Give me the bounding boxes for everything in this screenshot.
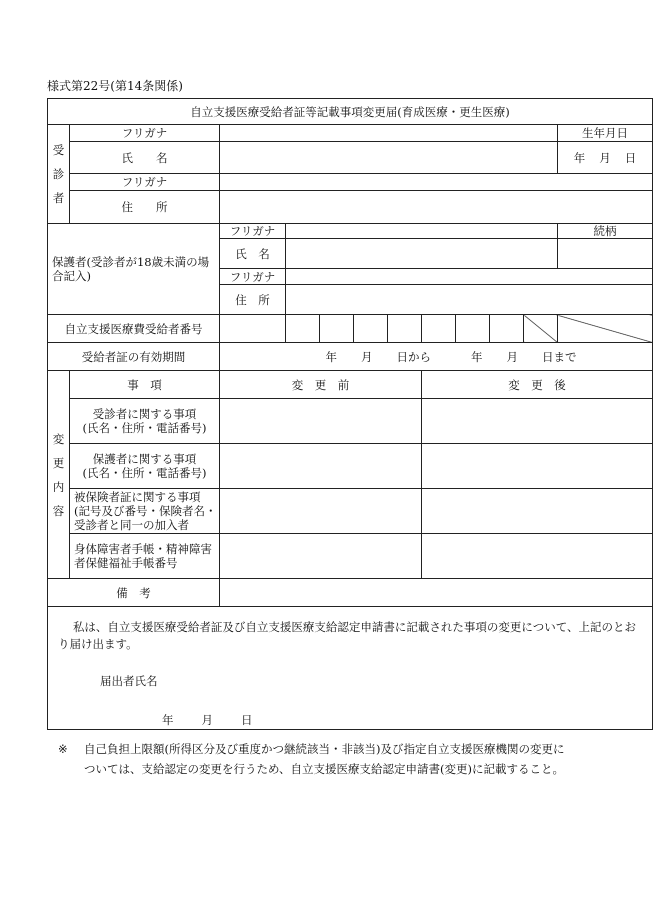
recipient-digit-4[interactable] [354,315,388,343]
change-item-handbook: 身体障害者手帳・精神障害 者保健福祉手帳番号 [70,534,220,579]
guardian-furigana2-label: フリガナ [220,269,286,285]
birth-date-field[interactable]: 年 月 日 [558,142,653,174]
remarks-field[interactable] [220,579,653,607]
patient-address-furigana-field[interactable] [220,174,653,191]
applicant-name-label: 届出者氏名 [100,674,158,688]
changes-section-label: 変 更 内 容 [48,371,70,579]
recipient-digit-5[interactable] [388,315,422,343]
note-mark: ※ [58,742,68,756]
patient-section-label: 受 診 者 [48,125,70,224]
change-before-guardian[interactable] [220,444,422,489]
change-notification-form [47,98,653,730]
guardian-label: 保護者(受診者が18歳未満の場合記入) [48,224,220,315]
patient-address-field[interactable] [220,191,653,224]
recipient-digit-6[interactable] [422,315,456,343]
changes-col-after: 変 更 後 [422,371,653,399]
guardian-address-label: 住 所 [220,285,286,315]
change-after-insurance[interactable] [422,489,653,534]
change-item-guardian: 保護者に関する事項 (氏名・住所・電話番号) [70,444,220,489]
form-title: 自立支援医療受給者証等記載事項変更届(育成医療・更生医療) [48,99,653,125]
patient-address-label: 住 所 [70,191,220,224]
change-before-handbook[interactable] [220,534,422,579]
guardian-furigana-label: フリガナ [220,224,286,239]
declaration-date[interactable]: 年 月 日 [162,713,253,727]
validity-period-field[interactable]: 年 月 日から 年 月 日まで [220,343,653,371]
recipient-number-void [558,315,653,343]
recipient-digit-8[interactable] [490,315,524,343]
remarks-label: 備 考 [48,579,220,607]
changes-col-before: 変 更 前 [220,371,422,399]
patient-furigana-label: フリガナ [70,125,220,142]
change-before-insurance[interactable] [220,489,422,534]
relation-field[interactable] [558,239,653,269]
recipient-number-label: 自立支援医療費受給者番号 [48,315,220,343]
validity-label: 受給者証の有効期間 [48,343,220,371]
guardian-furigana-field[interactable] [286,224,558,239]
guardian-address-furigana-field[interactable] [286,269,653,285]
patient-furigana2-label: フリガナ [70,174,220,191]
birth-date-label: 生年月日 [558,125,653,142]
note-text: 自己負担上限額(所得区分及び重度かつ継続該当・非該当)及び指定自立支援医療機関の変更については、支給認定の変更を行うため、自立支援医療支給認定申請書(変更)に記載すること。 [84,742,565,776]
recipient-digit-void [524,315,558,343]
change-after-handbook[interactable] [422,534,653,579]
change-after-guardian[interactable] [422,444,653,489]
changes-col-item: 事 項 [70,371,220,399]
recipient-digit-1[interactable] [220,315,286,343]
recipient-digit-3[interactable] [320,315,354,343]
form-number: 様式第22号(第14条関係) [47,79,183,93]
guardian-address-field[interactable] [286,285,653,315]
patient-name-label: 氏 名 [70,142,220,174]
change-item-patient: 受診者に関する事項 (氏名・住所・電話番号) [70,399,220,444]
footnote [58,739,568,779]
declaration-box [48,607,653,730]
recipient-digit-2[interactable] [286,315,320,343]
declaration-text: 私は、自立支援医療受給者証及び自立支援医療支給認定申請書に記載された事項の変更について、上記のとおり届け出ます。 [58,620,636,651]
change-before-patient[interactable] [220,399,422,444]
change-item-insurance: 被保険者証に関する事項 (記号及び番号・保険者名・ 受診者と同一の加入者 [70,489,220,534]
guardian-name-field[interactable] [286,239,558,269]
guardian-name-label: 氏 名 [220,239,286,269]
change-after-patient[interactable] [422,399,653,444]
relation-label: 続柄 [558,224,653,239]
recipient-digit-7[interactable] [456,315,490,343]
patient-furigana-field[interactable] [220,125,558,142]
patient-name-field[interactable] [220,142,558,174]
